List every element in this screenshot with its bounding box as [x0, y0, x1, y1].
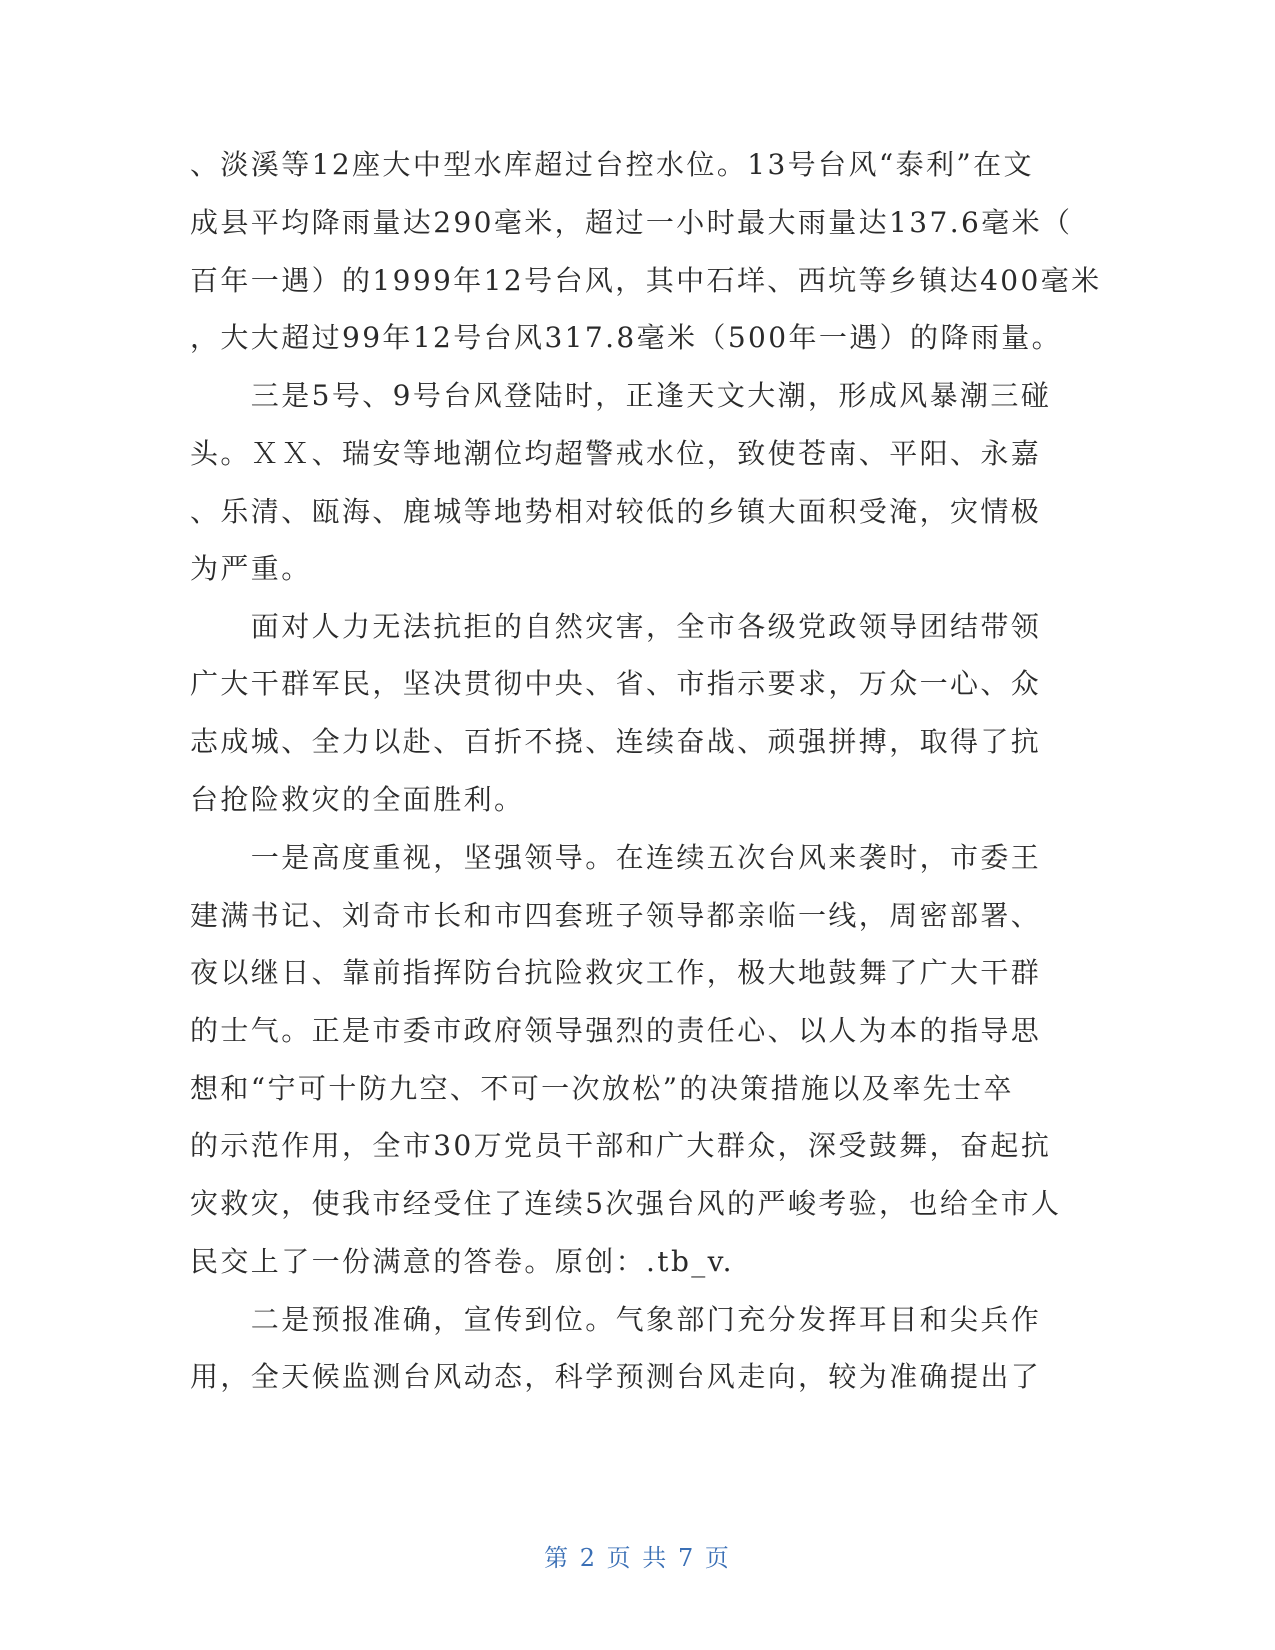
body-line-6: 头。ＸＸ、瑞安等地潮位均超警戒水位，致使苍南、平阳、永嘉 — [190, 437, 1042, 470]
body-line-13: 一是高度重视，坚强领导。在连续五次台风来袭时，市委王 — [190, 841, 1042, 874]
page-number-footer: 第 2 页 共 7 页 — [544, 1544, 731, 1572]
body-line-2: 成县平均降雨量达290毫米，超过一小时最大雨量达137.6毫米（ — [190, 206, 1073, 239]
body-line-19: 灾救灾，使我市经受住了连续5次强台风的严峻考验，也给全市人 — [190, 1187, 1062, 1220]
body-line-18: 的示范作用，全市30万党员干部和广大群众，深受鼓舞，奋起抗 — [190, 1129, 1052, 1162]
body-line-14: 建满书记、刘奇市长和市四套班子领导都亲临一线，周密部署、 — [190, 899, 1042, 932]
body-line-20: 民交上了一份满意的答卷。原创：.tb_v. — [190, 1245, 734, 1278]
body-line-7: 、乐清、瓯海、鹿城等地势相对较低的乡镇大面积受淹，灾情极 — [190, 495, 1042, 528]
body-line-17: 想和“宁可十防九空、不可一次放松”的决策措施以及率先士卒 — [190, 1072, 1014, 1105]
body-line-1: 、淡溪等12座大中型水库超过台控水位。13号台风“泰利”在文 — [190, 148, 1034, 181]
body-line-12: 台抢险救灾的全面胜利。 — [190, 783, 525, 816]
body-line-16: 的士气。正是市委市政府领导强烈的责任心、以人为本的指导思 — [190, 1014, 1042, 1047]
body-line-9: 面对人力无法抗拒的自然灾害，全市各级党政领导团结带领 — [190, 610, 1042, 643]
body-line-15: 夜以继日、靠前指挥防台抗险救灾工作，极大地鼓舞了广大干群 — [190, 956, 1042, 989]
body-line-11: 志成城、全力以赴、百折不挠、连续奋战、顽强拼搏，取得了抗 — [190, 725, 1042, 758]
body-line-22: 用，全天候监测台风动态，科学预测台风走向，较为准确提出了 — [190, 1360, 1042, 1393]
body-line-4: ，大大超过99年12号台风317.8毫米（500年一遇）的降雨量。 — [190, 321, 1063, 354]
body-line-10: 广大干群军民，坚决贯彻中央、省、市指示要求，万众一心、众 — [190, 667, 1042, 700]
body-line-21: 二是预报准确，宣传到位。气象部门充分发挥耳目和尖兵作 — [190, 1303, 1042, 1336]
body-line-3: 百年一遇）的1999年12号台风，其中石垟、西坑等乡镇达400毫米 — [190, 264, 1102, 297]
body-line-8: 为严重。 — [190, 552, 312, 585]
body-line-5: 三是5号、9号台风登陆时，正逢天文大潮，形成风暴潮三碰 — [190, 379, 1052, 412]
